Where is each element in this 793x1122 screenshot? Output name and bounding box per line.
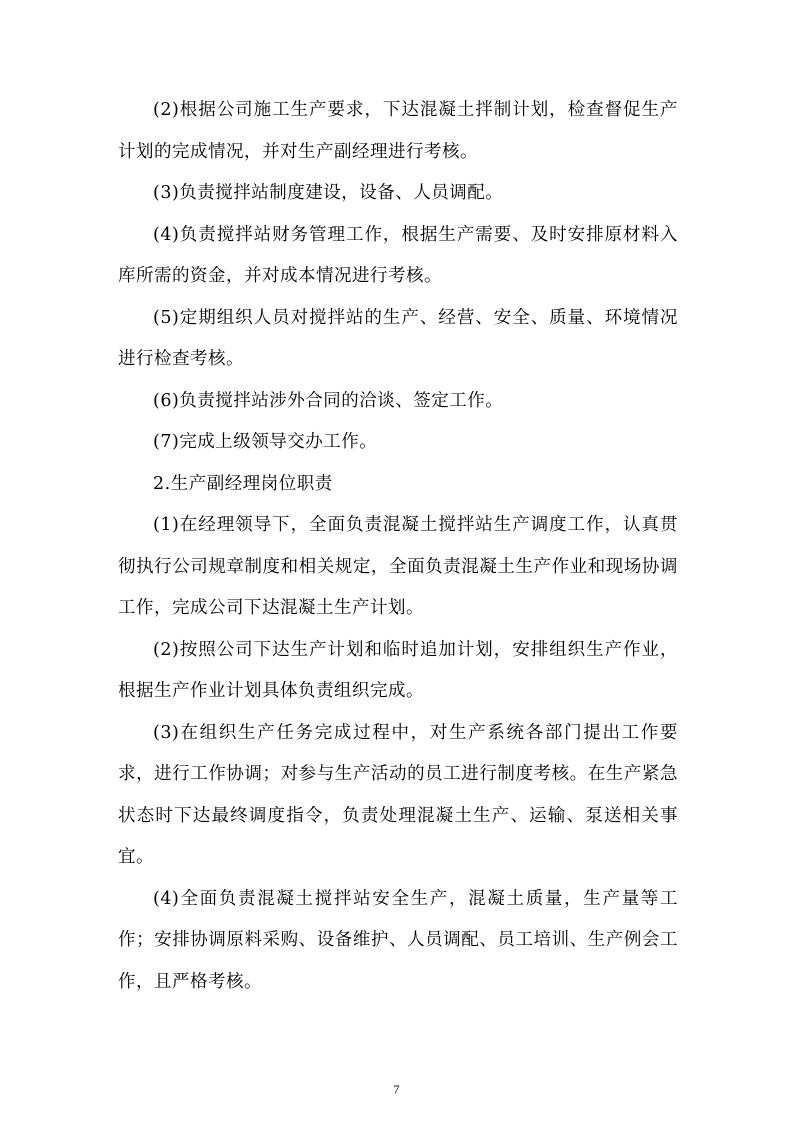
paragraph-manager-duty-6: (6)负责搅拌站涉外合同的洽谈、签定工作。 [153,390,504,411]
paragraph-manager-duty-5: (5)定期组织人员对搅拌站的生产、经营、安全、质量、环境情况进行检查考核。 [118,307,678,369]
paragraph-manager-duty-2: (2)根据公司施工生产要求，下达混凝土拌制计划，检查督促生产计划的完成情况，并对生产副经理进行考核。 [118,100,678,162]
paragraph-manager-duty-3: (3)负责搅拌站制度建设，设备、人员调配。 [153,183,504,203]
paragraph-deputy-duty-1: (1)在经理领导下，全面负责混凝土搅拌站生产调度工作，认真贯彻执行公司规章制度和相关规定，全面负责混凝土生产作业和现场协调工作，完成公司下达混凝土生产计划。 [118,515,678,618]
paragraph-deputy-duty-3: (3)在组织生产任务完成过程中，对生产系统各部门提出工作要求，进行工作协调；对参与生产活动的员工进行制度考核。在生产紧急状态时下达最终调度指令，负责处理混凝土生产、运输、泵送相关事宜。 [118,722,678,867]
paragraph-deputy-duty-2: (2)按照公司下达生产计划和临时追加计划，安排组织生产作业，根据生产作业计划具体负责组织完成。 [118,639,678,701]
section-heading-production-deputy: 2.生产副经理岗位职责 [153,473,333,494]
paragraph-manager-duty-4: (4)负责搅拌站财务管理工作，根据生产需要、及时安排原材料入库所需的资金，并对成本情况进行考核。 [118,224,678,286]
paragraph-deputy-duty-4: (4)全面负责混凝土搅拌站安全生产，混凝土质量，生产量等工作；安排协调原料采购、设备维护、人员调配、员工培训、生产例会工作，且严格考核。 [118,888,678,992]
paragraph-manager-duty-7: (7)完成上级领导交办工作。 [153,432,378,452]
page-number: 7 [393,1082,400,1096]
document-page [118,90,678,1003]
